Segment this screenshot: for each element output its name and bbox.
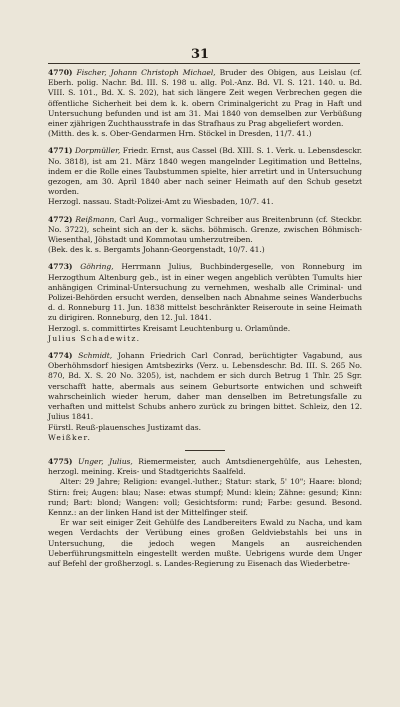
- entry-4771: [48, 146, 362, 207]
- page-number: 31: [190, 47, 210, 62]
- document-body: [48, 68, 362, 576]
- entry-name: Dorpmüller,: [74, 146, 121, 156]
- entry-text: Friedr. Ernst, aus Cassel (Bd. XIII. S. 1. Verk. u. Lebensdesckr. No. 3818), ist am 21. März 1840 wegen mangelnder Legitimation und Bettelns, indem er die Rolle eines Taubstummen spielte, hier arretirt und in Untersuchung gezogen, am 30. April 1840 aber nach seiner Heimath auf den Schub gesetzt worden.: [48, 146, 363, 197]
- header-rule: [48, 63, 360, 64]
- entry-text: Riemermeister, auch Amtsdienergehülfe, aus Lehesten, herzogl. meining. Kreis- und Stadtgerichts Saalfeld.: [48, 456, 362, 477]
- entry-number: 4772): [48, 214, 73, 224]
- entry-name: Göhring,: [80, 262, 114, 272]
- entry-4774: [48, 351, 362, 443]
- entry-signer: Weißker.: [48, 432, 92, 442]
- entry-name: Unger, Julius,: [78, 456, 133, 466]
- entry-authority: Herzogl. s. committirtes Kreisamt Leuchtenburg u. Orlamünde.: [48, 323, 291, 333]
- entry-text: Bruder des Obigen, aus Leislau (cf. Eberh. polig. Nachr. Bd. III. S. 198 u. allg. Pol.-Anz. Bd. VI. S. 121. 140. u. Bd. VIII. S. 101., Bd. X. S. 202), hat sich längere Zeit wegen Verbrechen gegen die öffentliche Sicherheit bei dem k. k. obern Criminalgericht zu Prag in Haft und Untersuchung befunden und ist am 31. Mai 1840 von demselben zur Verbüßung einer zjährigen Zuchthausstrafe in das Strafhaus zu Prag abgeliefert worden.: [48, 68, 363, 129]
- entry-number: 4775): [48, 456, 73, 466]
- entry-number: 4774): [48, 351, 73, 361]
- entry-name: Reißmann,: [75, 214, 117, 224]
- entry-4770: [48, 68, 362, 139]
- entry-name: Fischer, Johann Christoph Michael,: [76, 68, 216, 77]
- entry-text: Johann Friedrich Carl Conrad, berüchtigter Vagabund, aus Oberhöhmsdorf hiesigen Amtsbezirks (Verz. u. Lebensdeschr. Bd. III. S. 265 No. 870, Bd. X. S. 20 No. 3205), ist, nachdem er sich durch Betrug 1 Thlr. 25 Sgr. verschafft hatte, abermals aus seinem Geburtsorte entwichen und schweift wahrscheinlich wieder herum, daher man denselben im Betretungsfalle zu verhaften und mittelst Schubs anhero zurück zu bringen bittet. Schleiz, den 12. Julius 1841.: [48, 351, 362, 422]
- entry-4773: [48, 262, 362, 344]
- entry-source: (Bek. des k. s. Bergamts Johann-Georgenstadt, 10/7. 41.): [48, 245, 265, 255]
- entry-text: Herrmann Julius, Buchbindergeselle, von Ronneburg im Herzogthum Altenburg geb., ist in einer wegen angeblich verübten Tumults hier anhängigen Criminal-Untersuchung zu vernehmen, weshalb alle Criminal- und Polizei-Behörden ersucht werden, denselben nach Abnahme seines Wanderbuchs d. d. Ronneburg 11. Jun. 1838 mittelst beschränkter Reiseroute in seine Heimath zu dirigiren. Ronneburg, den 12. Jul. 1841.: [48, 262, 362, 323]
- section-divider: [185, 450, 225, 451]
- entry-source: (Mitth. des k. s. Ober-Gendarmen Hrn. Stöckel in Dresden, 11/7. 41.): [48, 129, 312, 139]
- entry-text-continued: Er war seit einiger Zeit Gehülfe des Landbereiters Ewald zu Nacha, und kam wegen Verdachts der Verübung eines großen Geldviebstahls bei uns in Untersuchung, die jedoch wegen Mangels an ausreichenden Ueberführungsmitteln eingestellt werden mußte. Uebrigens wurde dem Unger auf Befehl der großherzogl. s. Landes-Regierung zu Eisenach das Wiederbetre-: [48, 518, 362, 568]
- entry-number: 4771): [48, 146, 73, 156]
- entry-number: 4770): [48, 68, 73, 77]
- entry-signer: Julius Schadewitz.: [48, 333, 141, 343]
- entry-4772: [48, 215, 362, 256]
- entry-4775: [48, 457, 362, 569]
- entry-name: Schmidt,: [78, 351, 113, 361]
- entry-text: Carl Aug., vormaliger Schreiber aus Breitenbrunn (cf. Steckbr. No. 3722), scheint sich an der k. sächs. böhmisch. Grenze, zwischen Böhmisch-Wiesenthal, Jöhstadt und Kommotau umherzutreiben.: [48, 214, 363, 245]
- entry-authority: Fürstl. Reuß-plauensches Justizamt das.: [48, 422, 201, 432]
- entry-source: Herzogl. nassau. Stadt-Polizei-Amt zu Wiesbaden, 10/7. 41.: [48, 197, 274, 207]
- entry-number: 4773): [48, 262, 73, 272]
- entry-description: Alter: 29 Jahre; Religion: evangel.-luther.; Statur: stark, 5' 10"; Haare: blond; Stirn: frei; Augen: blau; Nase: etwas stumpf; Mund: klein; Zähne: gesund; Kinn: rund; Bart: blond; Wangen: voll; Gesichtsform: rund; Farbe: gesund. Besond. Kennz.: an der linken Hand ist der Mittelfinger steif.: [48, 477, 362, 517]
